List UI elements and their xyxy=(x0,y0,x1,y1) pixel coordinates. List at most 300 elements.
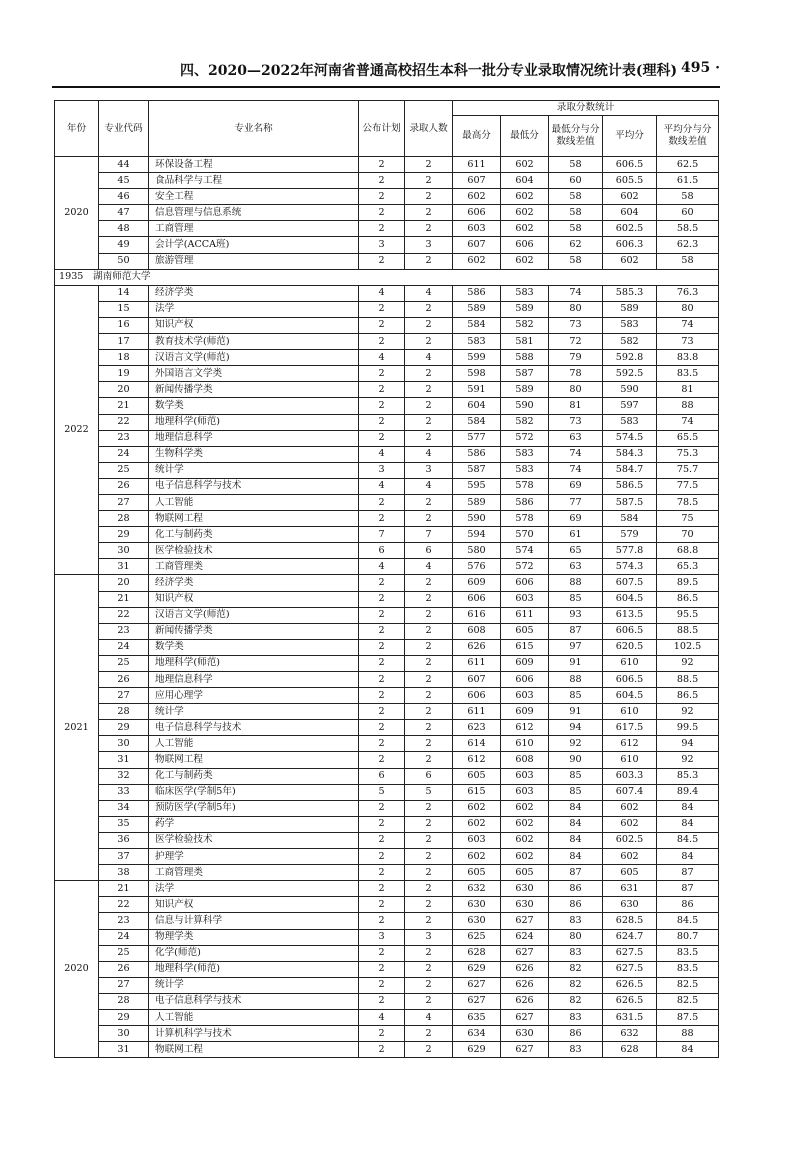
min-diff-cell: 74 xyxy=(549,462,603,478)
table-row xyxy=(55,334,719,350)
plan-cell: 2 xyxy=(359,655,405,671)
min-diff-cell: 83 xyxy=(549,1009,603,1025)
min-score-cell: 612 xyxy=(501,720,549,736)
avg-diff-cell: 82.5 xyxy=(657,977,719,993)
avg-diff-cell: 80 xyxy=(657,301,719,317)
min-score-cell: 606 xyxy=(501,672,549,688)
header-stats-group: 录取分数统计 xyxy=(453,101,719,116)
code-cell: 46 xyxy=(99,189,149,205)
table-row xyxy=(55,382,719,398)
admitted-cell: 2 xyxy=(405,913,453,929)
header-max: 最高分 xyxy=(453,116,501,157)
avg-score-cell: 605 xyxy=(603,865,657,881)
plan-cell: 4 xyxy=(359,350,405,366)
admitted-cell: 2 xyxy=(405,832,453,848)
plan-cell: 2 xyxy=(359,816,405,832)
major-name-cell: 汉语言文学(师范) xyxy=(149,350,359,366)
admitted-cell: 2 xyxy=(405,945,453,961)
code-cell: 28 xyxy=(99,511,149,527)
min-diff-cell: 88 xyxy=(549,575,603,591)
code-cell: 27 xyxy=(99,494,149,510)
min-diff-cell: 90 xyxy=(549,752,603,768)
avg-diff-cell: 65.5 xyxy=(657,430,719,446)
code-cell: 26 xyxy=(99,478,149,494)
avg-score-cell: 624.7 xyxy=(603,929,657,945)
table-row xyxy=(55,285,719,301)
avg-score-cell: 583 xyxy=(603,414,657,430)
min-score-cell: 602 xyxy=(501,849,549,865)
min-diff-cell: 78 xyxy=(549,366,603,382)
avg-diff-cell: 76.3 xyxy=(657,285,719,301)
plan-cell: 2 xyxy=(359,173,405,189)
major-name-cell: 地理信息科学 xyxy=(149,672,359,688)
max-score-cell: 607 xyxy=(453,237,501,253)
code-cell: 18 xyxy=(99,350,149,366)
min-diff-cell: 83 xyxy=(549,913,603,929)
table-row xyxy=(55,849,719,865)
year-cell: 2022 xyxy=(55,285,99,575)
max-score-cell: 602 xyxy=(453,816,501,832)
avg-score-cell: 612 xyxy=(603,736,657,752)
min-score-cell: 626 xyxy=(501,961,549,977)
min-score-cell: 603 xyxy=(501,591,549,607)
code-cell: 24 xyxy=(99,446,149,462)
table-row xyxy=(55,1042,719,1058)
header-avg: 平均分 xyxy=(603,116,657,157)
major-name-cell: 工商管理类 xyxy=(149,865,359,881)
min-diff-cell: 63 xyxy=(549,559,603,575)
avg-diff-cell: 77.5 xyxy=(657,478,719,494)
max-score-cell: 602 xyxy=(453,189,501,205)
code-cell: 29 xyxy=(99,527,149,543)
table-row xyxy=(55,205,719,221)
min-diff-cell: 91 xyxy=(549,704,603,720)
table-row xyxy=(55,414,719,430)
major-name-cell: 电子信息科学与技术 xyxy=(149,478,359,494)
major-name-cell: 化学(师范) xyxy=(149,945,359,961)
code-cell: 21 xyxy=(99,591,149,607)
max-score-cell: 611 xyxy=(453,704,501,720)
admitted-cell: 2 xyxy=(405,173,453,189)
major-name-cell: 电子信息科学与技术 xyxy=(149,720,359,736)
admitted-cell: 5 xyxy=(405,784,453,800)
min-score-cell: 624 xyxy=(501,929,549,945)
admitted-cell: 2 xyxy=(405,720,453,736)
plan-cell: 4 xyxy=(359,446,405,462)
admitted-cell: 2 xyxy=(405,382,453,398)
max-score-cell: 629 xyxy=(453,961,501,977)
avg-score-cell: 602 xyxy=(603,816,657,832)
header-code: 专业代码 xyxy=(99,101,149,157)
min-diff-cell: 77 xyxy=(549,494,603,510)
major-name-cell: 统计学 xyxy=(149,977,359,993)
plan-cell: 2 xyxy=(359,865,405,881)
max-score-cell: 607 xyxy=(453,173,501,189)
avg-diff-cell: 86.5 xyxy=(657,591,719,607)
year-cell: 2020 xyxy=(55,881,99,1058)
code-cell: 25 xyxy=(99,945,149,961)
avg-score-cell: 592.8 xyxy=(603,350,657,366)
major-name-cell: 医学检验技术 xyxy=(149,543,359,559)
code-cell: 47 xyxy=(99,205,149,221)
admitted-cell: 2 xyxy=(405,301,453,317)
min-diff-cell: 94 xyxy=(549,720,603,736)
admitted-cell: 2 xyxy=(405,655,453,671)
major-name-cell: 生物科学类 xyxy=(149,446,359,462)
major-name-cell: 化工与制药类 xyxy=(149,768,359,784)
year-cell: 2020 xyxy=(55,157,99,270)
admitted-cell: 2 xyxy=(405,189,453,205)
avg-score-cell: 582 xyxy=(603,334,657,350)
plan-cell: 2 xyxy=(359,398,405,414)
code-cell: 50 xyxy=(99,253,149,269)
code-cell: 33 xyxy=(99,784,149,800)
min-score-cell: 603 xyxy=(501,688,549,704)
table-row xyxy=(55,752,719,768)
admitted-cell: 2 xyxy=(405,672,453,688)
avg-diff-cell: 94 xyxy=(657,736,719,752)
avg-score-cell: 607.4 xyxy=(603,784,657,800)
avg-score-cell: 613.5 xyxy=(603,607,657,623)
code-cell: 28 xyxy=(99,704,149,720)
min-score-cell: 587 xyxy=(501,366,549,382)
table-row xyxy=(55,1026,719,1042)
major-name-cell: 物联网工程 xyxy=(149,511,359,527)
table-row xyxy=(55,897,719,913)
table-row xyxy=(55,623,719,639)
max-score-cell: 634 xyxy=(453,1026,501,1042)
admitted-cell: 2 xyxy=(405,430,453,446)
max-score-cell: 594 xyxy=(453,527,501,543)
major-name-cell: 信息管理与信息系统 xyxy=(149,205,359,221)
min-score-cell: 583 xyxy=(501,446,549,462)
avg-score-cell: 602 xyxy=(603,189,657,205)
admitted-cell: 4 xyxy=(405,478,453,494)
min-diff-cell: 61 xyxy=(549,527,603,543)
min-score-cell: 578 xyxy=(501,478,549,494)
table-row xyxy=(55,736,719,752)
table-row xyxy=(55,575,719,591)
major-name-cell: 电子信息科学与技术 xyxy=(149,993,359,1009)
major-name-cell: 数学类 xyxy=(149,639,359,655)
min-diff-cell: 63 xyxy=(549,430,603,446)
code-cell: 25 xyxy=(99,462,149,478)
table-row xyxy=(55,189,719,205)
plan-cell: 2 xyxy=(359,704,405,720)
admitted-cell: 2 xyxy=(405,366,453,382)
table-row xyxy=(55,881,719,897)
avg-score-cell: 602.5 xyxy=(603,221,657,237)
major-name-cell: 新闻传播学类 xyxy=(149,623,359,639)
max-score-cell: 635 xyxy=(453,1009,501,1025)
table-body xyxy=(55,157,719,1058)
code-cell: 23 xyxy=(99,430,149,446)
plan-cell: 2 xyxy=(359,253,405,269)
plan-cell: 4 xyxy=(359,1009,405,1025)
admitted-cell: 2 xyxy=(405,977,453,993)
avg-diff-cell: 70 xyxy=(657,527,719,543)
admitted-cell: 3 xyxy=(405,237,453,253)
avg-score-cell: 584.3 xyxy=(603,446,657,462)
max-score-cell: 628 xyxy=(453,945,501,961)
plan-cell: 2 xyxy=(359,752,405,768)
admitted-cell: 2 xyxy=(405,623,453,639)
avg-diff-cell: 83.5 xyxy=(657,961,719,977)
table-row xyxy=(55,784,719,800)
admitted-cell: 2 xyxy=(405,157,453,173)
avg-diff-cell: 92 xyxy=(657,655,719,671)
max-score-cell: 625 xyxy=(453,929,501,945)
major-name-cell: 会计学(ACCA班) xyxy=(149,237,359,253)
min-diff-cell: 86 xyxy=(549,1026,603,1042)
admitted-cell: 2 xyxy=(405,752,453,768)
plan-cell: 2 xyxy=(359,977,405,993)
table-row xyxy=(55,672,719,688)
min-score-cell: 589 xyxy=(501,301,549,317)
plan-cell: 2 xyxy=(359,897,405,913)
max-score-cell: 608 xyxy=(453,623,501,639)
min-diff-cell: 86 xyxy=(549,881,603,897)
min-score-cell: 588 xyxy=(501,350,549,366)
avg-score-cell: 597 xyxy=(603,398,657,414)
min-score-cell: 572 xyxy=(501,430,549,446)
max-score-cell: 614 xyxy=(453,736,501,752)
min-score-cell: 603 xyxy=(501,768,549,784)
table-row xyxy=(55,591,719,607)
plan-cell: 2 xyxy=(359,1042,405,1058)
major-name-cell: 法学 xyxy=(149,301,359,317)
plan-cell: 2 xyxy=(359,382,405,398)
avg-score-cell: 606.5 xyxy=(603,157,657,173)
admitted-cell: 2 xyxy=(405,816,453,832)
avg-score-cell: 586.5 xyxy=(603,478,657,494)
header-name: 专业名称 xyxy=(149,101,359,157)
avg-diff-cell: 83.5 xyxy=(657,945,719,961)
table-row xyxy=(55,929,719,945)
min-diff-cell: 74 xyxy=(549,446,603,462)
plan-cell: 6 xyxy=(359,768,405,784)
avg-diff-cell: 80.7 xyxy=(657,929,719,945)
admitted-cell: 2 xyxy=(405,849,453,865)
table-row xyxy=(55,832,719,848)
major-name-cell: 工商管理类 xyxy=(149,559,359,575)
admitted-cell: 2 xyxy=(405,897,453,913)
max-score-cell: 602 xyxy=(453,849,501,865)
avg-score-cell: 583 xyxy=(603,317,657,333)
min-diff-cell: 84 xyxy=(549,832,603,848)
max-score-cell: 587 xyxy=(453,462,501,478)
avg-diff-cell: 68.8 xyxy=(657,543,719,559)
avg-diff-cell: 73 xyxy=(657,334,719,350)
max-score-cell: 611 xyxy=(453,157,501,173)
plan-cell: 3 xyxy=(359,929,405,945)
admitted-cell: 2 xyxy=(405,1026,453,1042)
avg-diff-cell: 85.3 xyxy=(657,768,719,784)
avg-diff-cell: 86 xyxy=(657,897,719,913)
avg-diff-cell: 65.3 xyxy=(657,559,719,575)
avg-score-cell: 604.5 xyxy=(603,688,657,704)
min-diff-cell: 81 xyxy=(549,398,603,414)
min-diff-cell: 58 xyxy=(549,189,603,205)
admitted-cell: 7 xyxy=(405,527,453,543)
min-diff-cell: 72 xyxy=(549,334,603,350)
table-row xyxy=(55,720,719,736)
max-score-cell: 630 xyxy=(453,913,501,929)
min-diff-cell: 73 xyxy=(549,317,603,333)
avg-diff-cell: 84.5 xyxy=(657,913,719,929)
max-score-cell: 609 xyxy=(453,575,501,591)
admitted-cell: 2 xyxy=(405,800,453,816)
admitted-cell: 2 xyxy=(405,688,453,704)
table-row xyxy=(55,945,719,961)
code-cell: 31 xyxy=(99,752,149,768)
avg-score-cell: 628.5 xyxy=(603,913,657,929)
avg-score-cell: 602 xyxy=(603,800,657,816)
plan-cell: 2 xyxy=(359,189,405,205)
plan-cell: 3 xyxy=(359,237,405,253)
code-cell: 20 xyxy=(99,575,149,591)
header-min: 最低分 xyxy=(501,116,549,157)
major-name-cell: 物联网工程 xyxy=(149,752,359,768)
plan-cell: 2 xyxy=(359,301,405,317)
major-name-cell: 人工智能 xyxy=(149,736,359,752)
max-score-cell: 630 xyxy=(453,897,501,913)
avg-diff-cell: 88.5 xyxy=(657,623,719,639)
min-score-cell: 627 xyxy=(501,1042,549,1058)
header-admitted: 录取人数 xyxy=(405,101,453,157)
code-cell: 14 xyxy=(99,285,149,301)
table-row xyxy=(55,800,719,816)
plan-cell: 2 xyxy=(359,913,405,929)
min-diff-cell: 65 xyxy=(549,543,603,559)
avg-score-cell: 577.8 xyxy=(603,543,657,559)
code-cell: 23 xyxy=(99,623,149,639)
plan-cell: 2 xyxy=(359,157,405,173)
min-diff-cell: 92 xyxy=(549,736,603,752)
table-row xyxy=(55,1009,719,1025)
min-score-cell: 611 xyxy=(501,607,549,623)
max-score-cell: 632 xyxy=(453,881,501,897)
max-score-cell: 604 xyxy=(453,398,501,414)
plan-cell: 2 xyxy=(359,1026,405,1042)
avg-score-cell: 605.5 xyxy=(603,173,657,189)
min-diff-cell: 73 xyxy=(549,414,603,430)
table-row xyxy=(55,511,719,527)
code-cell: 30 xyxy=(99,736,149,752)
major-name-cell: 计算机科学与技术 xyxy=(149,1026,359,1042)
avg-diff-cell: 83.5 xyxy=(657,366,719,382)
max-score-cell: 580 xyxy=(453,543,501,559)
major-name-cell: 地理科学(师范) xyxy=(149,655,359,671)
max-score-cell: 577 xyxy=(453,430,501,446)
min-diff-cell: 83 xyxy=(549,1042,603,1058)
min-diff-cell: 87 xyxy=(549,623,603,639)
avg-diff-cell: 81 xyxy=(657,382,719,398)
max-score-cell: 606 xyxy=(453,591,501,607)
min-score-cell: 609 xyxy=(501,704,549,720)
min-diff-cell: 88 xyxy=(549,672,603,688)
code-cell: 36 xyxy=(99,832,149,848)
major-name-cell: 经济学类 xyxy=(149,285,359,301)
avg-diff-cell: 61.5 xyxy=(657,173,719,189)
header-year: 年份 xyxy=(55,101,99,157)
major-name-cell: 临床医学(学制5年) xyxy=(149,784,359,800)
min-diff-cell: 82 xyxy=(549,977,603,993)
code-cell: 27 xyxy=(99,688,149,704)
plan-cell: 2 xyxy=(359,961,405,977)
avg-score-cell: 626.5 xyxy=(603,977,657,993)
avg-score-cell: 610 xyxy=(603,655,657,671)
admitted-cell: 2 xyxy=(405,317,453,333)
max-score-cell: 626 xyxy=(453,639,501,655)
max-score-cell: 627 xyxy=(453,993,501,1009)
avg-diff-cell: 89.5 xyxy=(657,575,719,591)
avg-diff-cell: 78.5 xyxy=(657,494,719,510)
major-name-cell: 新闻传播学类 xyxy=(149,382,359,398)
avg-diff-cell: 87 xyxy=(657,865,719,881)
avg-score-cell: 627.5 xyxy=(603,945,657,961)
table-row xyxy=(55,688,719,704)
major-name-cell: 统计学 xyxy=(149,704,359,720)
table-row xyxy=(55,816,719,832)
avg-diff-cell: 83.8 xyxy=(657,350,719,366)
admitted-cell: 2 xyxy=(405,865,453,881)
min-diff-cell: 79 xyxy=(549,350,603,366)
avg-score-cell: 589 xyxy=(603,301,657,317)
table-row xyxy=(55,607,719,623)
major-name-cell: 物联网工程 xyxy=(149,1042,359,1058)
code-cell: 26 xyxy=(99,672,149,688)
major-name-cell: 统计学 xyxy=(149,462,359,478)
min-diff-cell: 83 xyxy=(549,945,603,961)
min-diff-cell: 58 xyxy=(549,205,603,221)
code-cell: 31 xyxy=(99,559,149,575)
avg-score-cell: 607.5 xyxy=(603,575,657,591)
code-cell: 34 xyxy=(99,800,149,816)
admitted-cell: 2 xyxy=(405,398,453,414)
avg-score-cell: 631.5 xyxy=(603,1009,657,1025)
min-score-cell: 605 xyxy=(501,623,549,639)
avg-diff-cell: 88 xyxy=(657,1026,719,1042)
avg-score-cell: 604 xyxy=(603,205,657,221)
table-row xyxy=(55,527,719,543)
admitted-cell: 4 xyxy=(405,350,453,366)
avg-score-cell: 574.3 xyxy=(603,559,657,575)
admitted-cell: 2 xyxy=(405,1042,453,1058)
avg-diff-cell: 87.5 xyxy=(657,1009,719,1025)
major-name-cell: 知识产权 xyxy=(149,591,359,607)
table-row xyxy=(55,494,719,510)
min-score-cell: 602 xyxy=(501,253,549,269)
admitted-cell: 4 xyxy=(405,285,453,301)
table-row xyxy=(55,768,719,784)
avg-score-cell: 632 xyxy=(603,1026,657,1042)
max-score-cell: 584 xyxy=(453,414,501,430)
table-row xyxy=(55,865,719,881)
table-row xyxy=(55,430,719,446)
table-row xyxy=(55,446,719,462)
avg-score-cell: 626.5 xyxy=(603,993,657,1009)
min-score-cell: 604 xyxy=(501,173,549,189)
min-diff-cell: 85 xyxy=(549,591,603,607)
avg-diff-cell: 89.4 xyxy=(657,784,719,800)
max-score-cell: 589 xyxy=(453,301,501,317)
header-row-1 xyxy=(55,101,719,116)
min-diff-cell: 97 xyxy=(549,639,603,655)
min-diff-cell: 58 xyxy=(549,221,603,237)
max-score-cell: 612 xyxy=(453,752,501,768)
max-score-cell: 583 xyxy=(453,334,501,350)
